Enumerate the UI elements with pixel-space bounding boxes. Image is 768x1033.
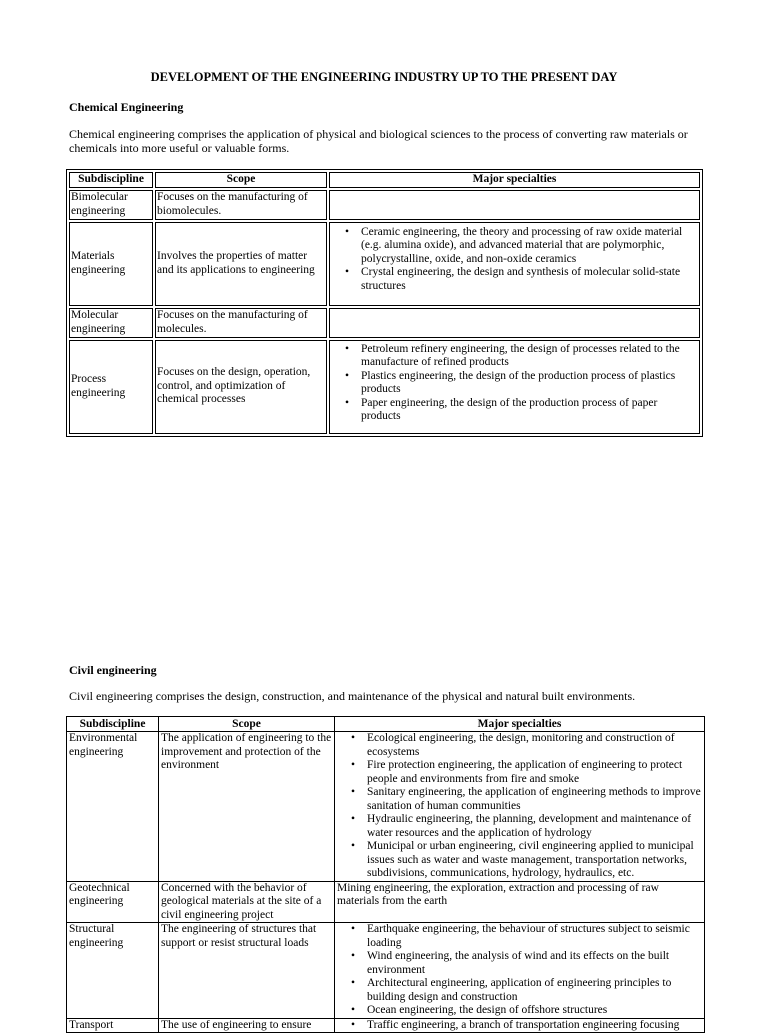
table-row — [67, 1018, 705, 1033]
scope-cell: The application of engineering to the improvement and protection of the environment — [159, 732, 335, 882]
column-header-subdiscipline: Subdiscipline — [67, 717, 159, 732]
chemical-intro: Chemical engineering comprises the application of physical and biological sciences to the process of converting raw materials or chemicals into more useful or valuable forms. — [69, 127, 688, 155]
scope-cell: Focuses on the manufacturing of molecules. — [155, 308, 327, 338]
table-row — [67, 923, 705, 1019]
table-header-row — [67, 717, 705, 732]
list-item: • Ceramic engineering, the theory and processing of raw oxide material (e.g. alumina oxide), and advanced material that are polymorphic, polycrystalline, oxide, and non-oxide ceramics — [361, 226, 698, 267]
column-header-subdiscipline: Subdiscipline — [69, 172, 153, 188]
scope-cell: The use of engineering to ensure — [159, 1018, 335, 1033]
subdiscipline-cell: Structural engineering — [67, 923, 159, 1019]
list-item: • Earthquake engineering, the behaviour of structures subject to seismic loading — [367, 923, 702, 950]
specialties-list — [337, 1019, 702, 1033]
scope-cell: Concerned with the behavior of geological materials at the site of a civil engineering project — [159, 881, 335, 923]
table-row — [69, 340, 700, 434]
subdiscipline-cell: Process engineering — [69, 340, 153, 434]
list-item: • Plastics engineering, the design of the production process of plastics products — [361, 370, 698, 397]
list-item: • Petroleum refinery engineering, the design of processes related to the manufacture of refined products — [361, 343, 698, 370]
subdiscipline-cell: Geotechnical engineering — [67, 881, 159, 923]
list-item: • Sanitary engineering, the application of engineering methods to improve sanitation of human communities — [367, 786, 702, 813]
civil-heading: Civil engineering — [69, 663, 157, 677]
subdiscipline-cell: Transport — [67, 1018, 159, 1033]
specialties-cell — [335, 732, 705, 882]
list-item: • Fire protection engineering, the application of engineering to protect people and environments from fire and smoke — [367, 759, 702, 786]
civil-intro: Civil engineering comprises the design, construction, and maintenance of the physical and natural built environments. — [69, 689, 636, 703]
specialties-cell — [335, 1018, 705, 1033]
list-item: • Municipal or urban engineering, civil engineering applied to municipal issues such as water and waste management, transportation networks, subdivisions, communications, hydrology, hydraulics, etc. — [367, 840, 702, 881]
chemical-heading: Chemical Engineering — [69, 100, 184, 114]
column-header-scope: Scope — [155, 172, 327, 188]
specialties-list — [331, 343, 698, 424]
column-header-major-specialties: Major specialties — [329, 172, 700, 188]
specialties-cell — [329, 190, 700, 220]
list-item: • Hydraulic engineering, the planning, development and maintenance of water resources and the application of hydrology — [367, 813, 702, 840]
specialties-cell — [329, 308, 700, 338]
scope-cell: The engineering of structures that support or resist structural loads — [159, 923, 335, 1019]
specialties-list — [337, 732, 702, 881]
column-header-scope: Scope — [159, 717, 335, 732]
scope-cell: Involves the properties of matter and its applications to engineering — [155, 222, 327, 306]
list-item: • Ocean engineering, the design of offshore structures — [367, 1004, 702, 1018]
scope-cell: Focuses on the manufacturing of biomolecules. — [155, 190, 327, 220]
list-item: • Crystal engineering, the design and synthesis of molecular solid-state structures — [361, 266, 698, 293]
specialties-list — [331, 226, 698, 294]
civil-table — [66, 716, 705, 1033]
scope-cell: Focuses on the design, operation, control, and optimization of chemical processes — [155, 340, 327, 434]
table-header-row — [69, 172, 700, 188]
subdiscipline-cell: Environmental engineering — [67, 732, 159, 882]
subdiscipline-cell: Materials engineering — [69, 222, 153, 306]
table-row — [69, 190, 700, 220]
specialties-cell — [329, 340, 700, 434]
table-row — [69, 308, 700, 338]
subdiscipline-cell: Molecular engineering — [69, 308, 153, 338]
table-row — [67, 881, 705, 923]
specialties-cell — [335, 923, 705, 1019]
list-item: • Paper engineering, the design of the production process of paper products — [361, 397, 698, 424]
subdiscipline-cell: Bimolecular engineering — [69, 190, 153, 220]
specialties-cell — [329, 222, 700, 306]
list-item: • Ecological engineering, the design, monitoring and construction of ecosystems — [367, 732, 702, 759]
list-item: • Architectural engineering, application of engineering principles to building design and construction — [367, 977, 702, 1004]
page-title: DEVELOPMENT OF THE ENGINEERING INDUSTRY UP TO THE PRESENT DAY — [150, 70, 618, 84]
column-header-major-specialties: Major specialties — [335, 717, 705, 732]
chemical-table — [66, 169, 703, 437]
table-row — [67, 732, 705, 882]
specialties-cell: Mining engineering, the exploration, extraction and processing of raw materials from the earth — [335, 881, 705, 923]
specialties-list — [337, 923, 702, 1018]
list-item: • Traffic engineering, a branch of transportation engineering focusing — [367, 1019, 702, 1033]
table-row — [69, 222, 700, 306]
list-item: • Wind engineering, the analysis of wind and its effects on the built environment — [367, 950, 702, 977]
